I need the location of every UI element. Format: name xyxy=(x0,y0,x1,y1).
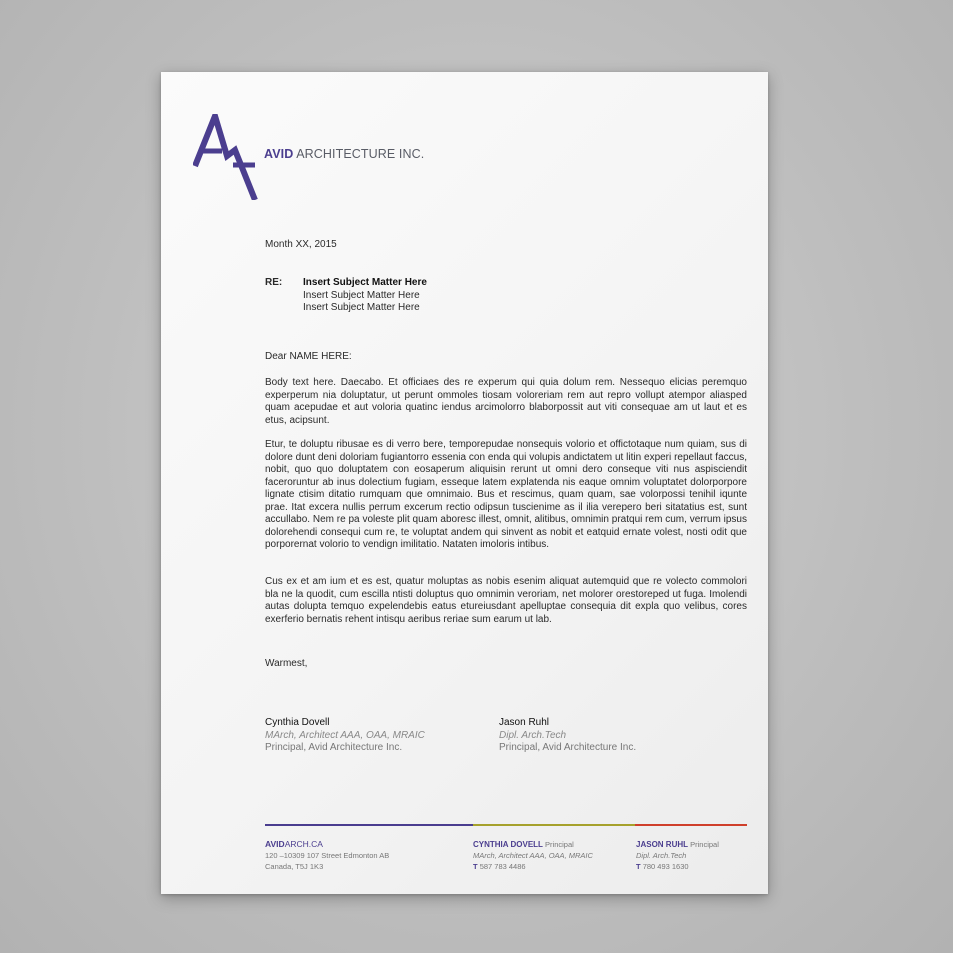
contact-name: JASON RUHL xyxy=(636,840,689,849)
contact-role: Principal xyxy=(545,840,574,849)
phone-label: T xyxy=(473,862,478,871)
footer-color-bar xyxy=(635,824,747,826)
body-paragraph: Body text here. Daecabo. Et officiaes des re experum qui quia dolum rem. Nessequo elicias peremquo experperum nia doluptatur, ut perunt ommoles tiosam voloreriam rem aut repro vollupt atempor aliasped quam acepudae et aut voloria quatinc iendus arcimolorro blaborpossit aut viti consequae am ut laut et es etus, acipsunt. xyxy=(265,377,747,426)
footer-address: Canada, T5J 1K3 xyxy=(265,862,324,871)
signature-block xyxy=(265,717,425,755)
footer-color-bar xyxy=(473,824,635,826)
body-paragraph: Etur, te doluptu ribusae es di verro bere, temporepudae nonsequis volorio et offictotaque num quiam, sus di dolore dunt deni doloriam fugiantorro essenia con enda qui volupis andictatem ut litin experi repellaut faccus, nobit, quo quo doluptatem con eosaperum aliquisin rerunt ut omni dero conseque viti nus aspisciendit faceroruntur ab inus dolectium fugiam, esseque latem explatenda nis eaque omnim voluptatet dolorporpore lignate ctisim ditatio rumquam que omnimaio. Bus et rescimus, quam quam, sae volorpossi tenihil iqunte prae. Itat excera nullis perrum excerum rectio odipsun tuscienime as il ilia verepero beri sitatatius est, sunt accullabo. Nem re pa voleste plit quam aboresc illest, omnit, alitibus, omnimin pratqui rem cum, verrum ipsus dolorehendi consequi cum re, te voluptat andem qui sinvent as nobit et eatquid ernate volest, nosti odit que porporernat volorio to vendign imilitatio. Nataten imoloris intibus. xyxy=(265,439,747,550)
signature-block xyxy=(499,717,636,755)
signer-credentials: Dipl. Arch.Tech xyxy=(499,729,567,741)
signer-name: Jason Ruhl xyxy=(499,717,550,728)
subject-block xyxy=(303,277,427,315)
signer-title: Principal, Avid Architecture Inc. xyxy=(499,742,637,753)
company-name: AVID ARCHITECTURE INC. xyxy=(264,147,425,161)
re-label: RE: xyxy=(265,277,283,288)
signer-name: Cynthia Dovell xyxy=(265,717,330,728)
salutation: Dear NAME HERE: xyxy=(265,351,352,362)
contact-role: Principal xyxy=(690,840,719,849)
contact-credentials: MArch, Architect AAA, OAA, MRAIC xyxy=(473,851,593,860)
contact-credentials: Dipl. Arch.Tech xyxy=(636,851,687,860)
footer-contact xyxy=(473,839,593,872)
subject-line: Insert Subject Matter Here xyxy=(303,277,427,288)
closing: Warmest, xyxy=(265,658,308,669)
footer-address: 120 –10309 107 Street Edmonton AB xyxy=(265,851,390,860)
avid-av-logo-icon xyxy=(193,114,259,200)
signer-title: Principal, Avid Architecture Inc. xyxy=(265,742,403,753)
contact-phone: 780 493 1630 xyxy=(642,862,689,871)
footer-color-bar xyxy=(265,824,473,826)
footer-website: AVIDARCH.CA xyxy=(265,839,323,849)
contact-name: CYNTHIA DOVELL xyxy=(473,840,543,849)
contact-phone: 587 783 4486 xyxy=(479,862,526,871)
subject-line: Insert Subject Matter Here xyxy=(303,302,420,313)
letterhead-page xyxy=(161,72,768,894)
letter-date: Month XX, 2015 xyxy=(265,239,337,250)
subject-line: Insert Subject Matter Here xyxy=(303,289,420,301)
footer-contact xyxy=(636,839,719,872)
signer-credentials: MArch, Architect AAA, OAA, MRAIC xyxy=(265,729,425,741)
body-paragraph: Cus ex et am ium et es est, quatur moluptas as nobis esenim aliquat autemquid que re volecto commolori bla ne la quodit, cum escilla ntisti doluptus quo omnimin veroriam, net molorer orestoreped ut fuga. Imolendi autas dolupta temquo expelendebis eatus etureiusdant apelluptae consequia dit expla quo velibus, cores exerferio bernatis rehent intisqu aeribus reriae sum earum ut lab. xyxy=(265,576,747,625)
phone-label: T xyxy=(636,862,641,871)
footer-company-info xyxy=(265,839,389,872)
